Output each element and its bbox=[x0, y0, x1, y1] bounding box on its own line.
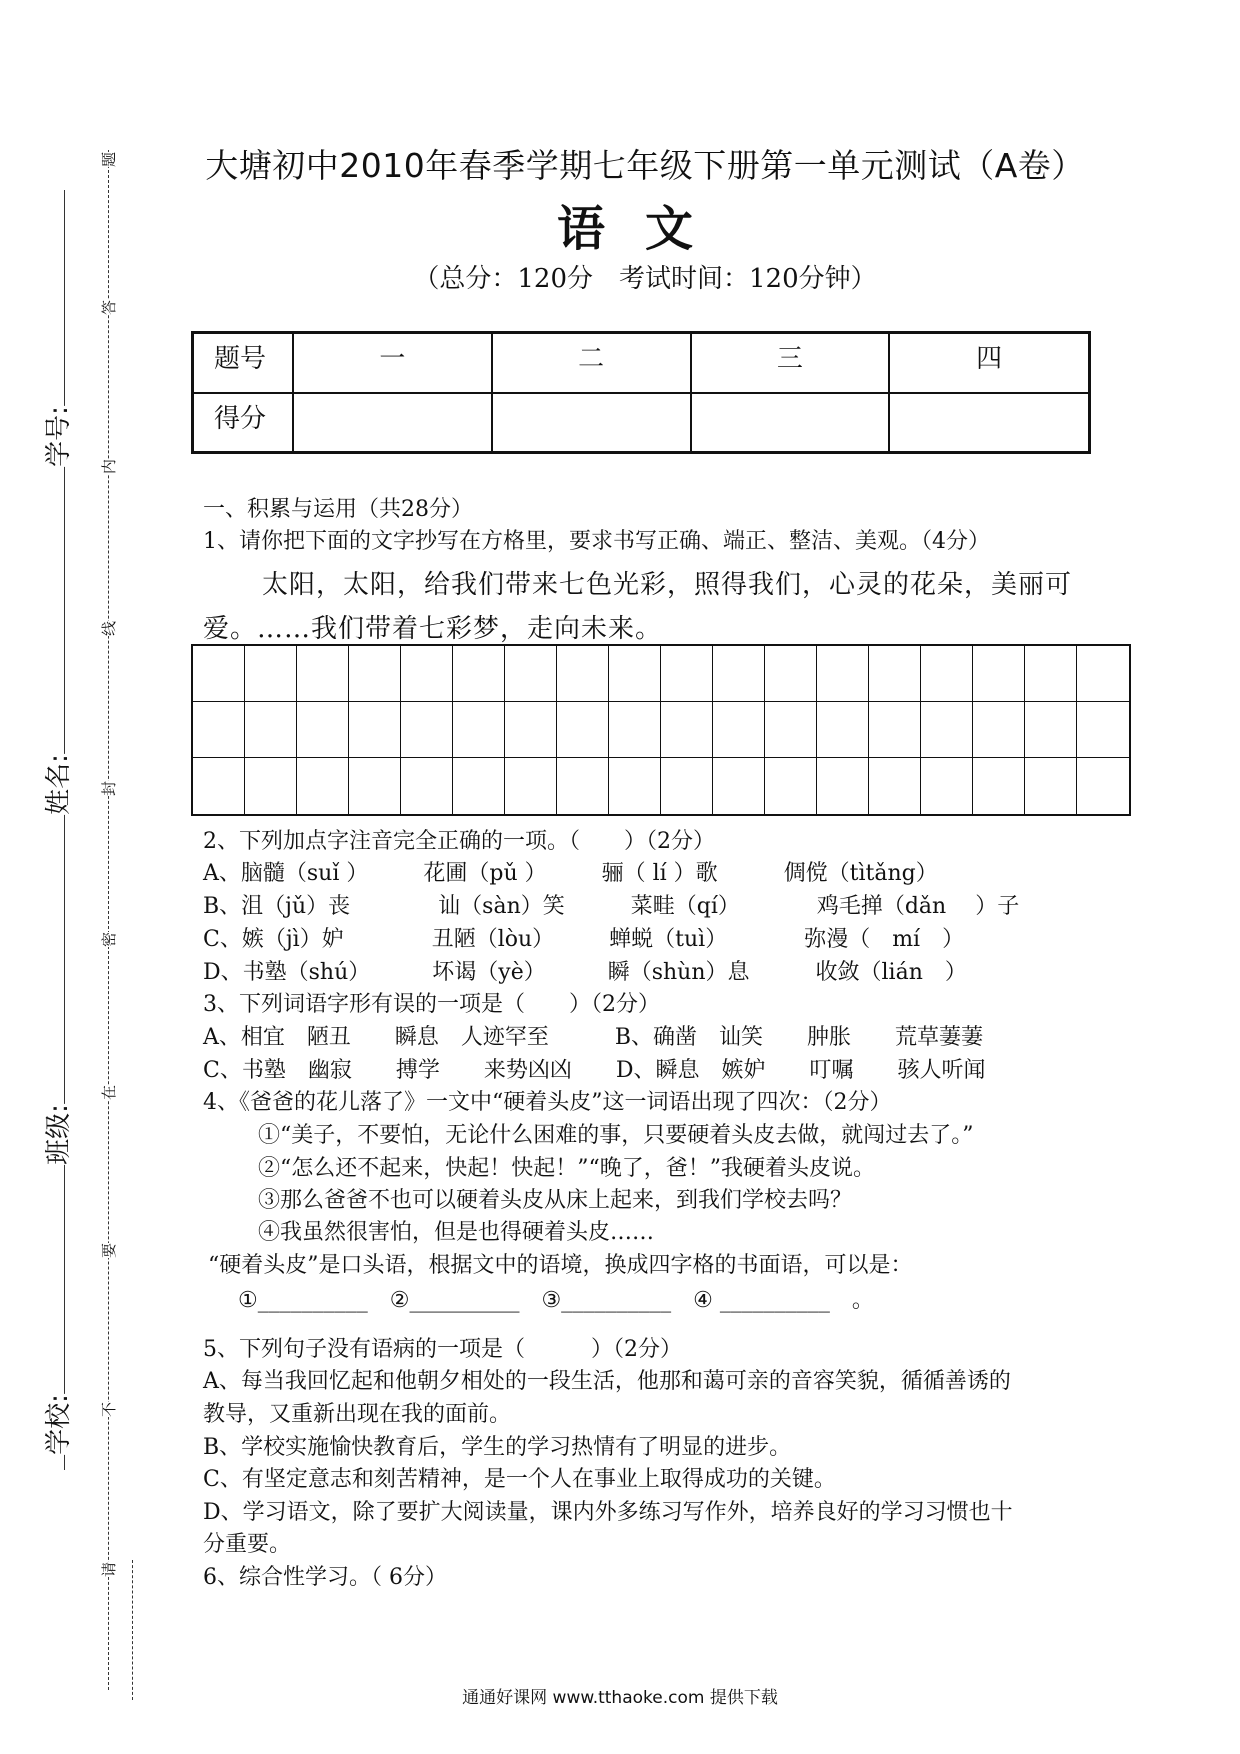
grid-cell[interactable] bbox=[557, 646, 609, 702]
grid-cell[interactable] bbox=[245, 646, 297, 702]
seal-char-feng: 封 bbox=[96, 781, 121, 796]
grid-cell[interactable] bbox=[505, 758, 557, 814]
question-5-option-a-line-1: A、每当我回忆起和他朝夕相处的一段生活，他那和蔼可亲的音容笑貌，循循善诱的 bbox=[203, 1369, 1011, 1394]
column-4: 四 bbox=[889, 333, 1089, 393]
question-4-item-4: ④我虽然很害怕，但是也得硬着头皮…… bbox=[258, 1220, 655, 1245]
question-2-option-c: C、嫉（jì）妒 丑陋（lòu） 蝉蜕（tuì） 弥漫（ mí ） bbox=[203, 927, 965, 952]
question-4: 4、《爸爸的花儿落了》一文中“硬着头皮”这一词语出现了四次：（2分） bbox=[203, 1090, 892, 1115]
grid-cell[interactable] bbox=[817, 646, 869, 702]
question-2-option-b: B、沮（jǔ）丧 讪（sàn）笑 菜畦（qí） 鸡毛掸（dǎn ）子 bbox=[203, 894, 1020, 919]
question-3: 3、下列词语字形有误的一项是（ ）（2分） bbox=[203, 992, 660, 1017]
question-1-text-line-1: 太阳，太阳，给我们带来七色光彩，照得我们，心灵的花朵，美丽可 bbox=[262, 570, 1073, 600]
school-label: 学校: bbox=[38, 1394, 75, 1455]
question-4-item-3: ③那么爸爸不也可以硬着头皮从床上起来，到我们学校去吗？ bbox=[258, 1188, 853, 1213]
margin-dashed-line bbox=[108, 150, 109, 1690]
grid-cell[interactable] bbox=[609, 758, 661, 814]
grid-cell[interactable] bbox=[869, 702, 921, 758]
seal-char-zai: 在 bbox=[96, 1085, 121, 1100]
row-label-score: 得分 bbox=[193, 393, 294, 453]
grid-cell[interactable] bbox=[297, 646, 349, 702]
grid-cell[interactable] bbox=[505, 702, 557, 758]
score-cell-4[interactable] bbox=[889, 393, 1089, 453]
grid-cell[interactable] bbox=[869, 758, 921, 814]
grid-cell[interactable] bbox=[193, 702, 245, 758]
seal-char-yao: 要 bbox=[96, 1243, 121, 1258]
grid-cell[interactable] bbox=[817, 758, 869, 814]
grid-cell[interactable] bbox=[1077, 646, 1129, 702]
exam-meta: （总分：120分 考试时间：120分钟） bbox=[413, 264, 877, 294]
exam-title: 大塘初中2010年春季学期七年级下册第一单元测试（A卷） bbox=[205, 146, 1085, 185]
grid-cell[interactable] bbox=[1025, 702, 1077, 758]
grid-cell[interactable] bbox=[869, 646, 921, 702]
grid-cell[interactable] bbox=[817, 702, 869, 758]
copy-grid[interactable] bbox=[191, 644, 1131, 816]
grid-cell[interactable] bbox=[297, 702, 349, 758]
score-cell-1[interactable] bbox=[293, 393, 492, 453]
seal-char-nei: 内 bbox=[96, 459, 121, 474]
grid-cell[interactable] bbox=[609, 646, 661, 702]
grid-cell[interactable] bbox=[401, 758, 453, 814]
grid-cell[interactable] bbox=[1025, 758, 1077, 814]
footer-source: 通通好课网 www.tthaoke.com 提供下载 bbox=[462, 1688, 778, 1708]
question-1: 1、请你把下面的文字抄写在方格里，要求书写正确、端正、整洁、美观。（4分） bbox=[203, 529, 990, 554]
question-4-item-1: ①“美子，不要怕，无论什么困难的事，只要硬着头皮去做，就闯过去了。” bbox=[258, 1123, 974, 1148]
question-5-option-a-line-2: 教导，又重新出现在我的面前。 bbox=[203, 1402, 512, 1427]
grid-cell[interactable] bbox=[973, 646, 1025, 702]
question-4-item-2: ②“怎么还不起来，快起！快起！”“晚了，爸！”我硬着头皮说。 bbox=[258, 1156, 875, 1181]
grid-cell[interactable] bbox=[661, 758, 713, 814]
grid-cell[interactable] bbox=[765, 646, 817, 702]
grid-cell[interactable] bbox=[557, 758, 609, 814]
question-2-option-d: D、书塾（shú） 坏谒（yè） 瞬（shùn）息 收敛（lián ） bbox=[203, 960, 967, 985]
grid-cell[interactable] bbox=[193, 646, 245, 702]
column-2: 二 bbox=[492, 333, 691, 393]
grid-cell[interactable] bbox=[349, 758, 401, 814]
question-1-text-line-2: 爱。……我们带着七彩梦，走向未来。 bbox=[203, 614, 663, 644]
grid-cell[interactable] bbox=[609, 702, 661, 758]
question-6: 6、综合性学习。（ 6分） bbox=[203, 1565, 447, 1590]
grid-cell[interactable] bbox=[349, 646, 401, 702]
name-label: 姓名: bbox=[38, 754, 75, 815]
margin-solid-line bbox=[64, 190, 65, 1470]
grid-cell[interactable] bbox=[1077, 758, 1129, 814]
grid-cell[interactable] bbox=[921, 646, 973, 702]
score-table-header-row bbox=[193, 333, 1090, 393]
question-5-option-d-line-1: D、学习语文，除了要扩大阅读量，课内外多练习写作外，培养良好的学习习惯也十 bbox=[203, 1500, 1013, 1525]
grid-cell[interactable] bbox=[193, 758, 245, 814]
grid-cell[interactable] bbox=[557, 702, 609, 758]
class-label: 班级: bbox=[38, 1104, 75, 1165]
grid-cell[interactable] bbox=[1025, 646, 1077, 702]
grid-cell[interactable] bbox=[921, 758, 973, 814]
question-5-option-d-line-2: 分重要。 bbox=[203, 1532, 292, 1557]
section-1-heading: 一、积累与运用（共28分） bbox=[203, 497, 473, 522]
grid-cell[interactable] bbox=[765, 702, 817, 758]
grid-cell[interactable] bbox=[349, 702, 401, 758]
question-5: 5、下列句子没有语病的一项是（ ）（2分） bbox=[203, 1337, 682, 1362]
grid-cell[interactable] bbox=[453, 702, 505, 758]
question-3-options-ab: A、相宜 陋丑 瞬息 人迹罕至 B、确凿 讪笑 肿胀 荒草萋萋 bbox=[203, 1025, 984, 1050]
seal-char-qing: 请 bbox=[96, 1562, 121, 1577]
question-5-option-b: B、学校实施愉快教育后，学生的学习热情有了明显的进步。 bbox=[203, 1435, 792, 1460]
score-table-score-row bbox=[193, 393, 1090, 453]
seal-char-mi: 密 bbox=[96, 932, 121, 947]
column-3: 三 bbox=[691, 333, 890, 393]
seal-char-ti: 题 bbox=[96, 152, 121, 167]
grid-cell[interactable] bbox=[713, 646, 765, 702]
margin-dashed-line-2 bbox=[132, 1560, 133, 1700]
grid-cell[interactable] bbox=[661, 702, 713, 758]
seal-char-bu: 不 bbox=[96, 1402, 121, 1417]
grid-cell[interactable] bbox=[505, 646, 557, 702]
grid-cell[interactable] bbox=[921, 702, 973, 758]
subject-title: 语文 bbox=[556, 201, 733, 257]
question-2: 2、下列加点字注音完全正确的一项。（ ）（2分） bbox=[203, 829, 715, 854]
score-cell-3[interactable] bbox=[691, 393, 890, 453]
binding-margin bbox=[0, 0, 135, 1754]
question-2-option-a: A、脑髓（suǐ ） 花圃（pǔ ） 骊（ lí ）歌 倜傥（tìtǎng） bbox=[203, 861, 938, 886]
grid-cell[interactable] bbox=[713, 758, 765, 814]
grid-cell[interactable] bbox=[453, 646, 505, 702]
grid-cell[interactable] bbox=[765, 758, 817, 814]
grid-cell[interactable] bbox=[973, 702, 1025, 758]
score-table bbox=[191, 331, 1091, 454]
column-1: 一 bbox=[293, 333, 492, 393]
student-id-label: 学号: bbox=[38, 406, 75, 467]
question-4-prompt: “硬着头皮”是口头语，根据文中的语境，换成四字格的书面语，可以是： bbox=[208, 1253, 913, 1278]
grid-cell[interactable] bbox=[973, 758, 1025, 814]
question-4-blanks[interactable]: ①__________ ②__________ ③__________ ④ __________ 。 bbox=[238, 1288, 874, 1313]
grid-cell[interactable] bbox=[245, 758, 297, 814]
grid-cell[interactable] bbox=[401, 646, 453, 702]
seal-char-da: 答 bbox=[96, 300, 121, 315]
grid-cell[interactable] bbox=[1077, 702, 1129, 758]
question-3-options-cd: C、书塾 幽寂 搏学 来势凶凶 D、瞬息 嫉妒 叮嘱 骇人听闻 bbox=[203, 1058, 986, 1083]
grid-cell[interactable] bbox=[297, 758, 349, 814]
grid-cell[interactable] bbox=[713, 702, 765, 758]
grid-cell[interactable] bbox=[661, 646, 713, 702]
grid-cell[interactable] bbox=[453, 758, 505, 814]
seal-char-xian: 线 bbox=[96, 621, 121, 636]
question-5-option-c: C、有坚定意志和刻苦精神，是一个人在事业上取得成功的关键。 bbox=[203, 1467, 836, 1492]
grid-cell[interactable] bbox=[245, 702, 297, 758]
score-cell-2[interactable] bbox=[492, 393, 691, 453]
grid-cell[interactable] bbox=[401, 702, 453, 758]
row-label-question-no: 题号 bbox=[193, 333, 294, 393]
